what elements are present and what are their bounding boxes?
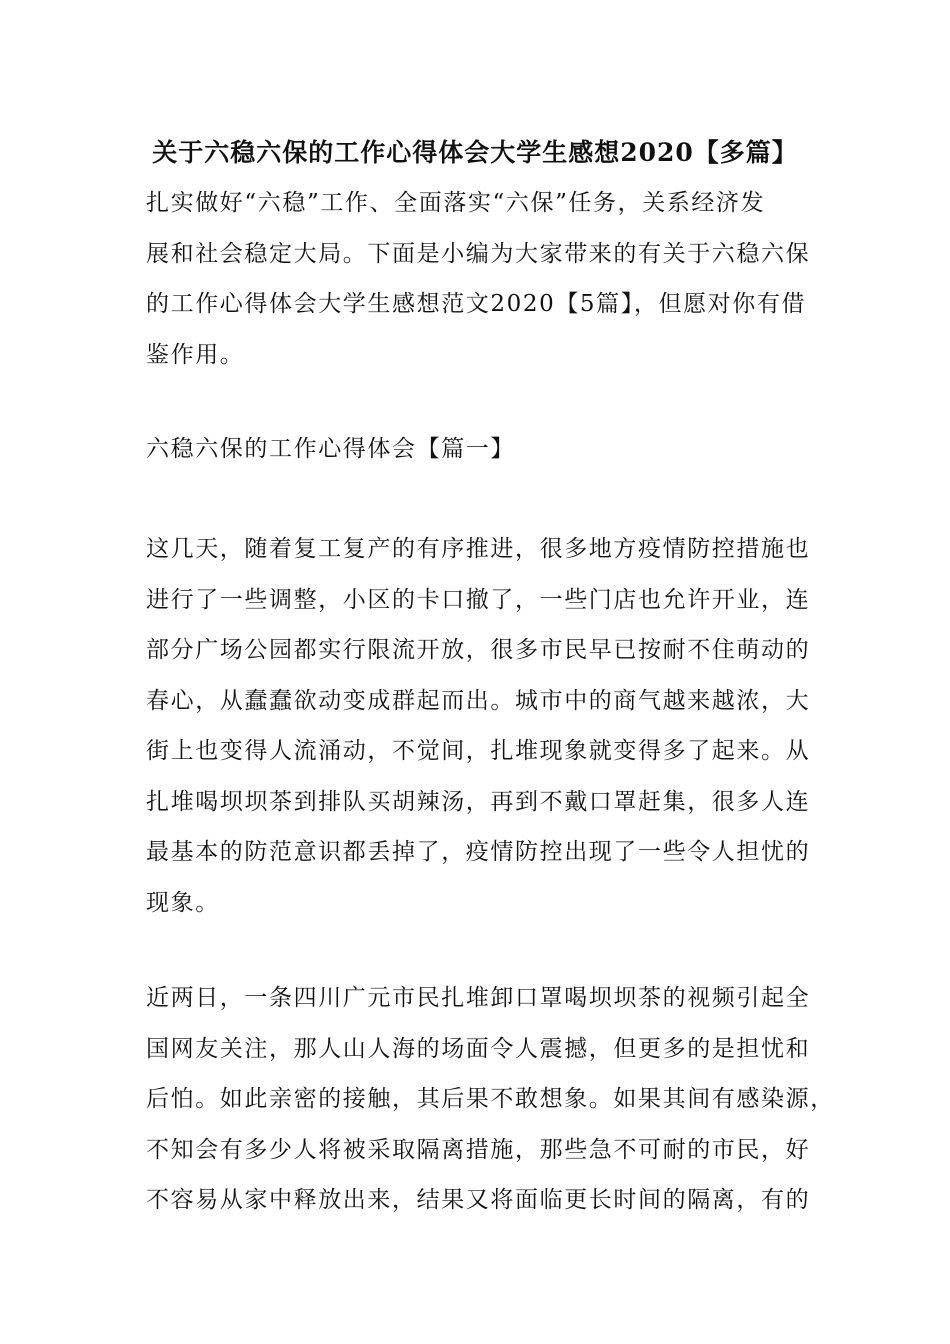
text-line: 扎堆喝坝坝茶到排队买胡辣汤，再到不戴口罩赶集，很多人连 <box>146 788 811 815</box>
text-line: 后怕。如此亲密的接触，其后果不敢想象。如果其间有感染源， <box>146 1086 835 1112</box>
document-title: 关于六稳六保的工作心得体会大学生感想2020【多篇】 <box>152 138 798 167</box>
text-line: 部分广场公园都实行限流开放，很多市民早已按耐不住萌动的 <box>146 637 811 663</box>
body-paragraph-2 <box>146 973 835 1226</box>
text-line: 近两日，一条四川广元市民扎堆卸口罩喝坝坝茶的视频引起全 <box>146 985 811 1011</box>
section-heading <box>146 424 826 475</box>
text-line: 最基本的防范意识都丢掉了，疫情防控出现了一些令人担忧的 <box>146 839 811 865</box>
text-line: 春心，从蠢蠢欲动变成群起而出。城市中的商气越来越浓，大 <box>146 687 811 714</box>
text-line: 现象。 <box>146 889 220 916</box>
text-line: 的工作心得体会大学生感想范文2020【5篇】，但愿对你有借 <box>146 291 807 317</box>
text-line: 不知会有多少人将被采取隔离措施，那些急不可耐的市民，好 <box>146 1136 811 1163</box>
section-heading-text: 六稳六保的工作心得体会【篇一】 <box>146 436 515 462</box>
text-line: 这几天，随着复工复产的有序推进，很多地方疫情防控措施也 <box>146 536 811 562</box>
body-paragraph-1 <box>146 524 826 928</box>
text-line: 进行了一些调整，小区的卡口撤了，一些门店也允许开业，连 <box>146 586 811 613</box>
intro-paragraph <box>146 178 826 380</box>
text-line: 展和社会稳定大局。下面是小编为大家带来的有关于六稳六保 <box>146 240 811 267</box>
text-line: 鉴作用。 <box>146 341 245 368</box>
text-line: 不容易从家中释放出来，结果又将面临更长时间的隔离，有的 <box>146 1187 811 1213</box>
text-line: 国网友关注，那人山人海的场面令人震撼，但更多的是担忧和 <box>146 1035 811 1062</box>
text-line: 街上也变得人流涌动，不觉间，扎堆现象就变得多了起来。从 <box>146 738 811 764</box>
text-line: 扎实做好“六稳”工作、全面落实“六保”任务，关系经济发 <box>146 190 766 216</box>
